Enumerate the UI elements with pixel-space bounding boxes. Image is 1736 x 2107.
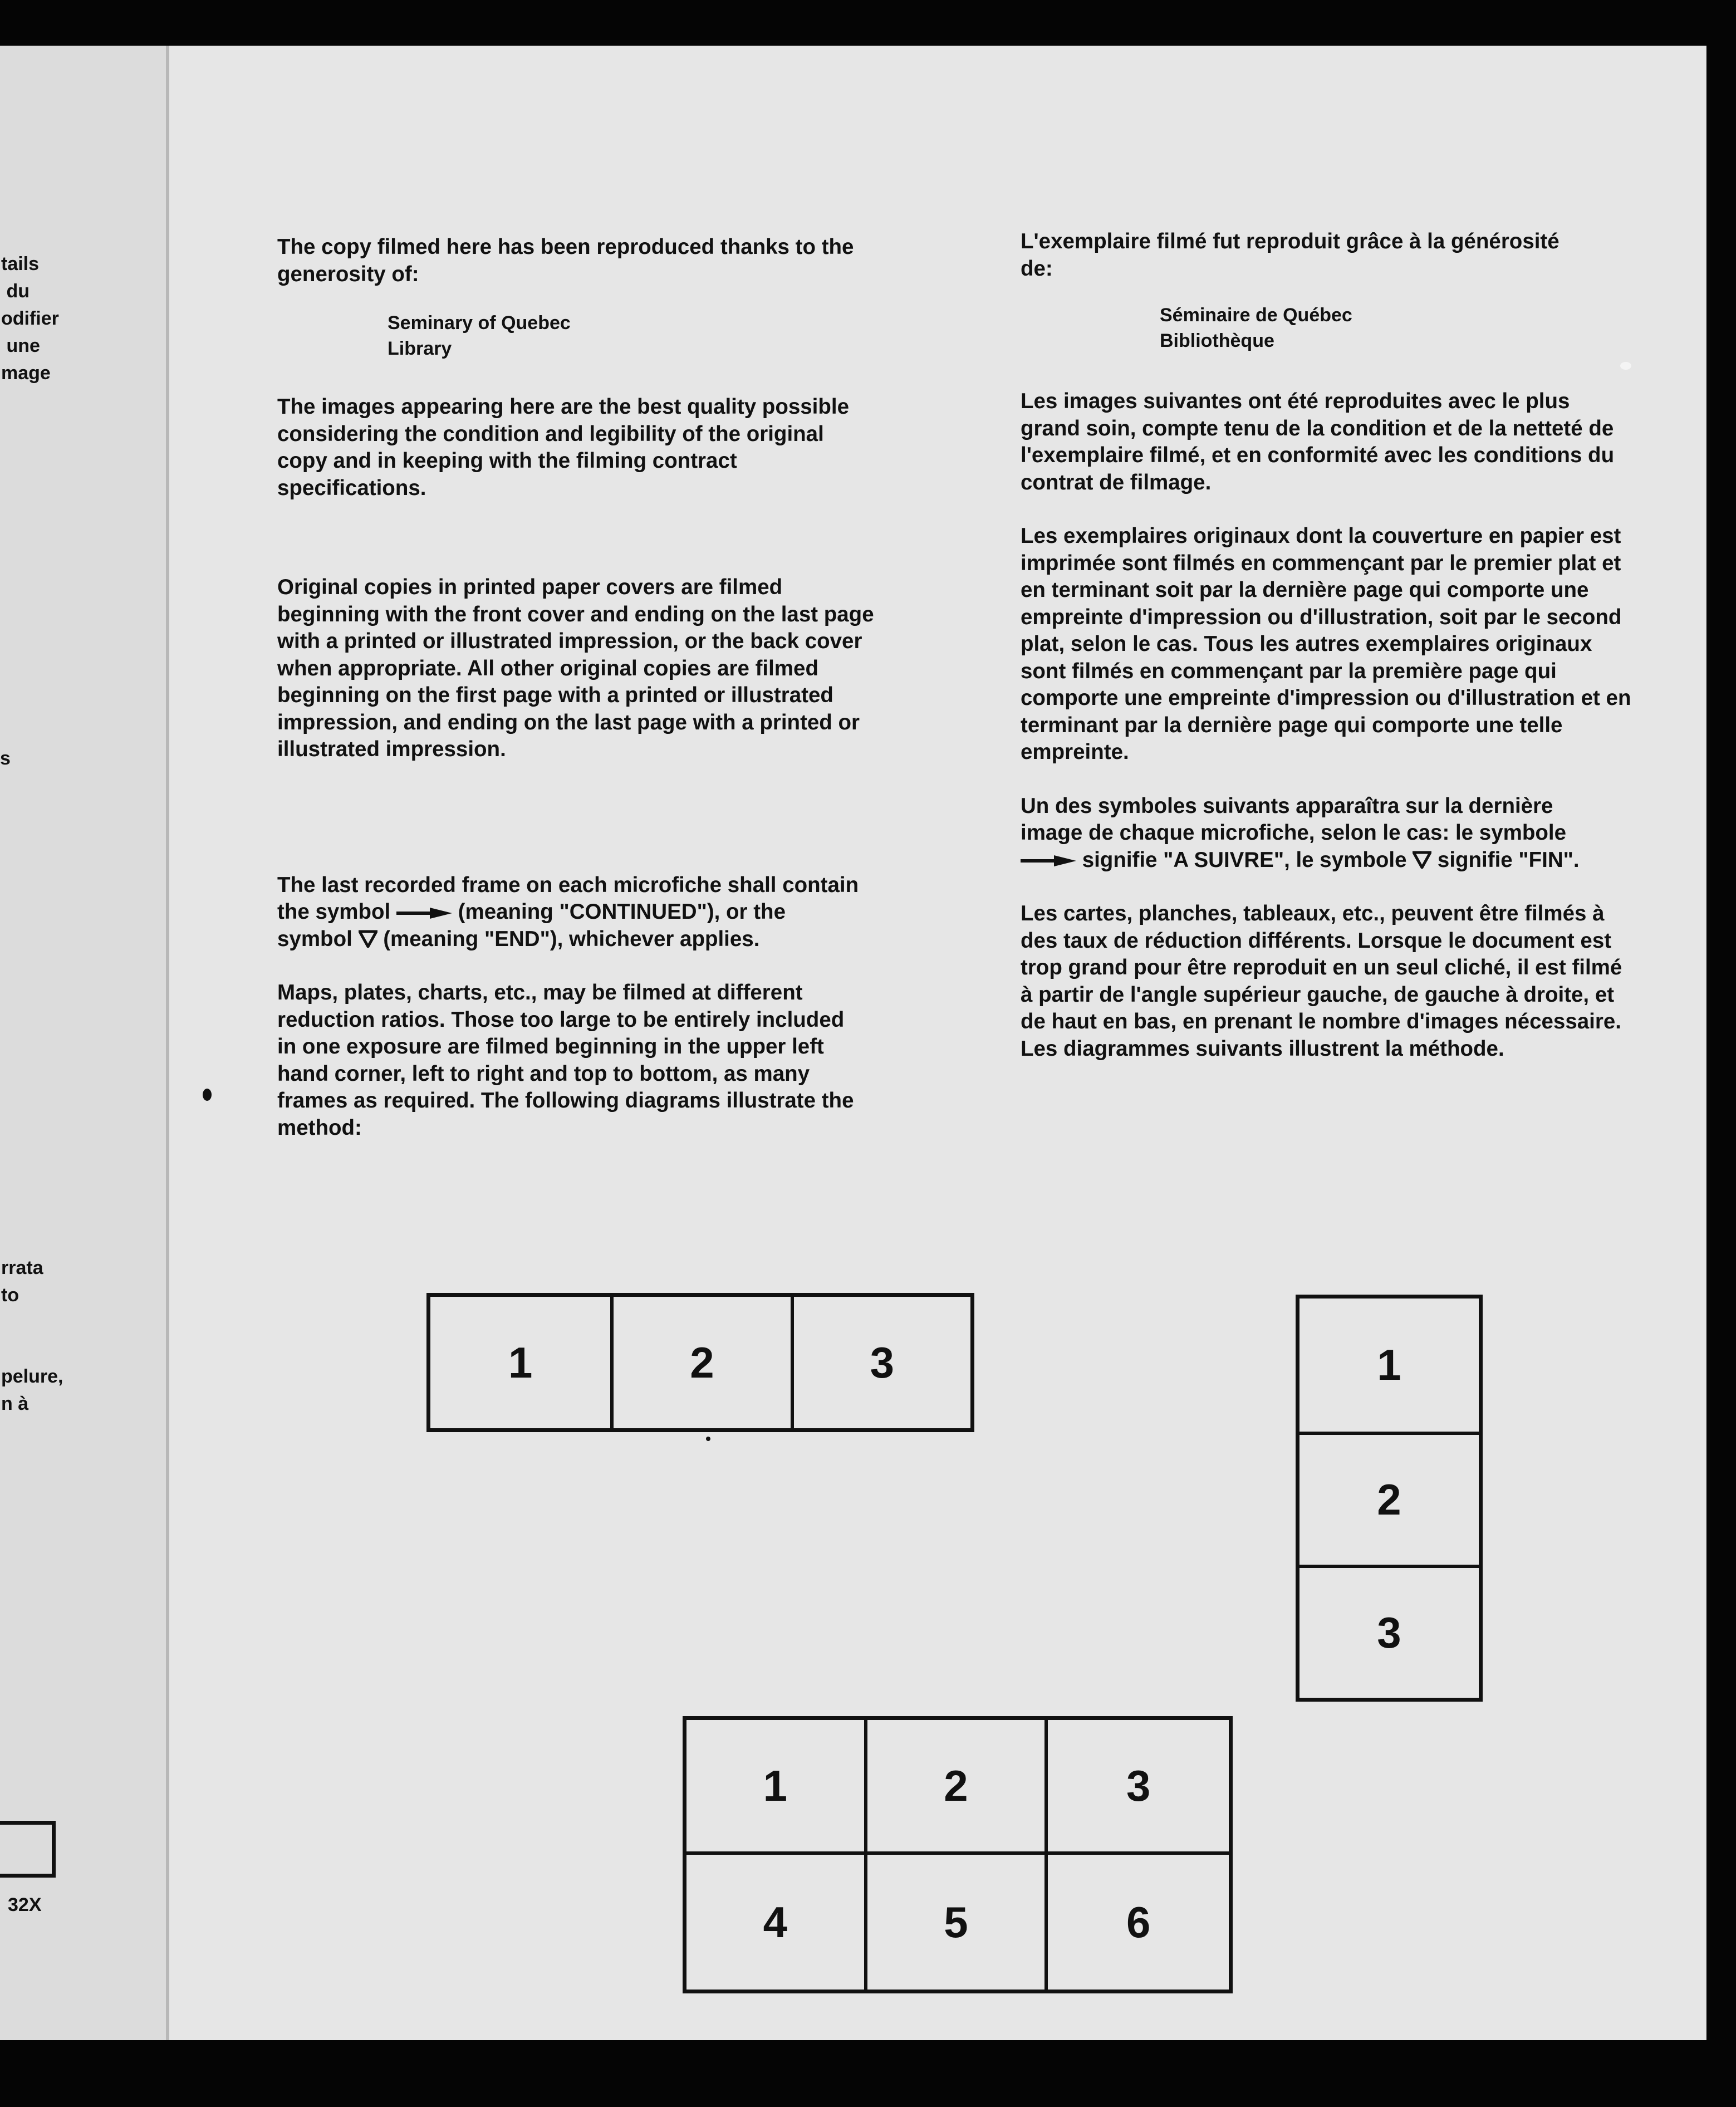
- english-column: [277, 234, 918, 1141]
- english-symbols-text-3: (meaning "END"), whichever applies.: [383, 927, 760, 951]
- french-symbols-text-3: signifie "FIN".: [1437, 847, 1580, 872]
- diagram-row-cell: 3: [791, 1297, 970, 1428]
- diagram-row-of-three: [426, 1293, 974, 1432]
- english-department: Library: [388, 338, 452, 359]
- strip-fragment-une: une: [1, 335, 40, 356]
- english-quality-notice: The images appearing here are the best quality possible considering the condition and legibility of the original copy and in keeping with the filming contract specifications.: [277, 395, 849, 500]
- diagram-column-cell: 3: [1299, 1565, 1479, 1698]
- french-maps-notice: Les cartes, planches, tableaux, etc., peuvent être filmés à des taux de réduction différents. Lorsque le document est trop grand pour être reproduit en un seul cliché, il est filmé à partir de l'angle supérieur gauche, de gauche à droite, et de haut en bas, en prenant le nombre d'images nécessaire. Les diagrammes suivants illustrent la méthode.: [1021, 901, 1622, 1061]
- resolution-target-box: [0, 1821, 56, 1878]
- french-intro: L'exemplaire filmé fut reproduit grâce à la générosité de:: [1021, 229, 1560, 281]
- diagram-column-cell: 2: [1299, 1432, 1479, 1565]
- end-triangle-icon: [1413, 851, 1431, 869]
- strip-fragment-du: du: [1, 281, 30, 302]
- film-speck: [1620, 362, 1631, 370]
- diagram-grid-cell: 1: [686, 1720, 867, 1855]
- french-institution: Séminaire de Québec: [1160, 305, 1352, 326]
- diagram-column-cell: 1: [1377, 1340, 1401, 1389]
- french-symbols-notice: [1021, 793, 1611, 874]
- french-department: Bibliothèque: [1160, 330, 1274, 351]
- strip-fragment-modifier: odifier: [1, 308, 59, 329]
- diagram-grid-cell: 3: [1048, 1720, 1229, 1855]
- english-institution: Seminary of Quebec: [388, 312, 571, 334]
- diagram-grid-cell: 4: [686, 1855, 867, 1990]
- diagram-row-cell: 1: [508, 1337, 533, 1387]
- french-symbols-text-1: Un des symboles suivants apparaîtra sur la dernière image de chaque microfiche, selon le cas: le symbole: [1021, 793, 1566, 845]
- diagram-grid-cell: 6: [1126, 1897, 1151, 1947]
- reduction-label: 32X: [8, 1894, 42, 1915]
- strip-fragment-image: mage: [1, 362, 51, 384]
- strip-fragment-to: to: [1, 1285, 19, 1306]
- strip-fragment-s: s: [0, 748, 11, 769]
- english-originals-notice: Original copies in printed paper covers are filmed beginning with the front cover and ending on the last page with a printed or illustrated impression, or the back cover when appropriate. All other original copies are filmed beginning on the first page with a printed or illustrated impression, and ending on the last page with a printed or illustrated impression.: [277, 575, 874, 761]
- diagram-grid-of-six: [683, 1716, 1233, 1993]
- film-border-right: [1707, 46, 1736, 2040]
- french-symbols-text-2: signifie "A SUIVRE", le symbole: [1082, 847, 1407, 872]
- diagram-grid-cell: 2: [867, 1720, 1048, 1855]
- french-originals-notice: Les exemplaires originaux dont la couverture en papier est imprimée sont filmés en commençant par le premier plat et en terminant soit par la dernière page qui comporte une empreinte d'impression ou d'illustration, soit par le second plat, selon le cas. Tous les autres exemplaires originaux sont filmés en commençant par la première page qui comporte une empreinte d'impression ou d'illustration et en terminant par la dernière page qui comporte une telle empreinte.: [1021, 524, 1631, 764]
- page-fold: [166, 46, 169, 2040]
- french-quality-notice: Les images suivantes ont été reproduites avec le plus grand soin, compte tenu de la condition et de la netteté de l'exemplaire filmé, et en conformité avec les conditions du contrat de filmage.: [1021, 389, 1615, 494]
- english-symbols-text-1: The last recorded frame on each microfiche shall contain the symbol: [277, 873, 859, 924]
- english-intro: The copy filmed here has been reproduced thanks to the generosity of:: [277, 235, 854, 286]
- continued-arrow-icon: [396, 908, 452, 919]
- english-symbols-text-2: (meaning "CONTINUED"), or the symbol: [277, 900, 786, 951]
- english-maps-notice: Maps, plates, charts, etc., may be filmed at different reduction ratios. Those too large to be entirely included in one exposure are filmed beginning in the upper left hand corner, left to right and top to bottom, as many frames as required. The following diagrams illustrate the method:: [277, 981, 854, 1140]
- strip-fragment-pelure: pelure,: [1, 1366, 63, 1387]
- strip-fragment-tails: tails: [1, 253, 40, 275]
- french-column: [1021, 228, 1633, 1062]
- diagram-grid-cell: 5: [867, 1855, 1048, 1990]
- film-speck: [706, 1437, 710, 1441]
- english-symbols-notice: [277, 872, 862, 953]
- continued-arrow-icon: [1021, 855, 1076, 866]
- diagram-row-cell: 2: [610, 1297, 790, 1428]
- film-speck: [203, 1089, 212, 1101]
- diagram-column-of-three: [1296, 1295, 1483, 1702]
- strip-fragment-na: n à: [1, 1393, 29, 1414]
- strip-fragment-errata: rrata: [1, 1257, 43, 1278]
- end-triangle-icon: [359, 930, 377, 948]
